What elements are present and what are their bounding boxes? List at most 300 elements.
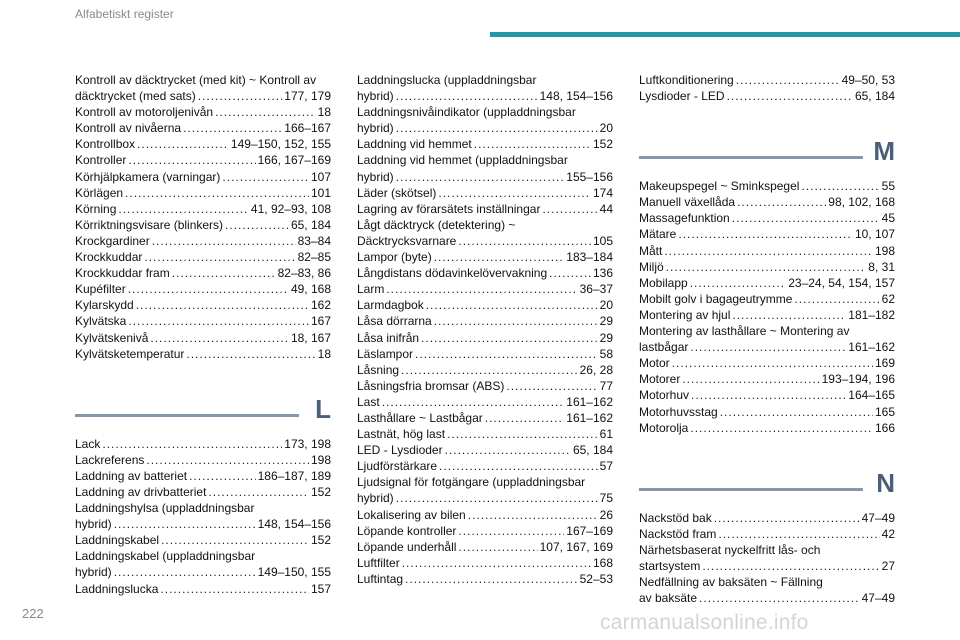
dot-leader: [438, 185, 591, 201]
index-entry: [357, 346, 613, 362]
index-entry: [639, 323, 895, 355]
index-entry-pages[interactable]: 152: [310, 484, 331, 499]
index-entry-row: [357, 362, 613, 378]
section-header: [639, 462, 895, 502]
index-entry-label: Krockkuddar fram: [75, 266, 170, 281]
dot-leader: [405, 571, 578, 587]
dot-leader: [222, 169, 309, 185]
index-entry-pages[interactable]: 20: [599, 121, 613, 136]
index-entry-label: Körlägen: [75, 185, 124, 200]
index-entry-label: Däcktrycksvarnare: [357, 233, 457, 248]
index-entry-label: Larm: [357, 282, 385, 297]
index-entry-pages[interactable]: 148, 154–156: [539, 89, 613, 104]
index-entry-row: [75, 185, 331, 201]
index-entry: [639, 510, 895, 526]
index-entry-pages[interactable]: 148, 154–156: [257, 517, 331, 532]
index-entry: [75, 452, 331, 468]
dot-leader: [682, 371, 819, 387]
index-entry: [357, 217, 613, 249]
index-entry-label: Kylvätska: [75, 314, 127, 329]
dot-leader: [396, 88, 538, 104]
index-entry-label: hybrid): [357, 121, 394, 136]
index-entry-label: Låsningsfria bromsar (ABS): [357, 378, 505, 393]
index-entry: [639, 355, 895, 371]
index-entry-label: Montering av hjul: [639, 307, 731, 322]
index-entry-pages[interactable]: 167–169: [566, 523, 613, 538]
index-entry-pages[interactable]: 152: [310, 533, 331, 548]
index-entry-label: Körriktningsvisare (blinkers): [75, 217, 224, 232]
index-entry-pages[interactable]: 155–156: [566, 169, 613, 184]
index-entry-pages[interactable]: 23–24, 54, 154, 157: [788, 275, 895, 290]
index-entry-row: [75, 346, 331, 362]
index-entry-pages[interactable]: 49–50, 53: [841, 73, 895, 87]
index-entry-pages[interactable]: 52–53: [579, 571, 613, 586]
index-entry-row: [75, 313, 331, 329]
index-entry-label: Manuell växellåda: [639, 195, 736, 210]
dot-leader: [801, 178, 879, 194]
index-entry-pages[interactable]: 101: [310, 185, 331, 200]
section-rule: [639, 488, 863, 491]
index-entry-label: Laddning av batteriet: [75, 468, 188, 483]
index-entry-pages[interactable]: 186–187, 189: [257, 468, 331, 483]
dot-leader: [678, 226, 853, 242]
dot-leader: [114, 516, 256, 532]
index-entry-row: [357, 313, 613, 329]
dot-leader: [198, 88, 283, 104]
index-entry-pages[interactable]: 42: [881, 526, 895, 541]
dot-leader: [160, 581, 309, 597]
index-entry-label: Motorolja: [639, 420, 689, 435]
index-entry-pages[interactable]: 181–182: [848, 307, 895, 322]
index-entry-pages[interactable]: 157: [310, 581, 331, 596]
index-entry-row: [639, 178, 895, 194]
index-entry-label: Luftkonditionering: [639, 73, 734, 87]
index-entry: [639, 574, 895, 606]
index-entry-pages[interactable]: 8, 31: [868, 259, 895, 274]
index-entry-label: Låsning: [357, 362, 400, 377]
index-entry-row: [357, 169, 613, 185]
index-entry-pages[interactable]: 167: [310, 314, 331, 329]
dot-leader: [150, 330, 289, 346]
index-entry-pages[interactable]: 47–49: [861, 591, 895, 606]
dot-leader: [125, 185, 309, 201]
index-entry: [639, 404, 895, 420]
dot-leader: [736, 72, 840, 88]
index-entry-pages[interactable]: 41, 92–93, 108: [250, 201, 331, 216]
index-entry-pages[interactable]: 166, 167–169: [257, 153, 331, 168]
index-entry-label: däcktrycket (med sats): [75, 89, 196, 104]
index-entry-label: Last: [357, 394, 380, 409]
dot-leader: [474, 136, 591, 152]
index-entry-pages[interactable]: 83–84: [297, 233, 331, 248]
index-entry-row: [357, 201, 613, 217]
index-entry: [357, 330, 613, 346]
index-entry-row: [639, 307, 895, 323]
index-entry-label: hybrid): [75, 517, 112, 532]
index-entry-label: Larmdagbok: [357, 298, 424, 313]
index-entry-line: Laddning vid hemmet (uppladdningsbar: [357, 153, 568, 168]
index-entry-label: Ljudförstärkare: [357, 459, 438, 474]
index-column-1: [75, 72, 331, 597]
index-entry: [639, 243, 895, 259]
index-entry-line: Montering av lasthållare ~ Montering av: [639, 324, 850, 339]
index-entry-pages[interactable]: 166–167: [284, 121, 331, 136]
section-letter: M: [873, 136, 895, 167]
index-entry: [75, 313, 331, 329]
index-entry-pages[interactable]: 18, 167: [290, 330, 331, 345]
index-entry: [75, 249, 331, 265]
dot-leader: [664, 243, 873, 259]
index-entry: [357, 394, 613, 410]
index-entry-pages[interactable]: 174: [592, 185, 613, 200]
dot-leader: [718, 526, 879, 542]
index-entry-label: Låsa dörrarna: [357, 314, 432, 329]
index-entry-label: Lack: [75, 436, 101, 451]
index-entry-label: Lastnät, hög last: [357, 427, 446, 442]
index-column-2: [357, 72, 613, 587]
index-entry-label: Motorhuvsstag: [639, 404, 718, 419]
dot-leader: [727, 88, 853, 104]
index-entry: [75, 265, 331, 281]
index-entry-pages[interactable]: 49, 168: [290, 282, 331, 297]
section-rule: [639, 156, 863, 159]
index-entry-row: [75, 120, 331, 136]
index-entry-row: [75, 436, 331, 452]
index-entry-row: [639, 259, 895, 275]
index-entry-row: [639, 510, 895, 526]
index-entry-pages[interactable]: 18: [317, 105, 331, 120]
dot-leader: [415, 346, 598, 362]
index-entry: [357, 474, 613, 506]
index-entry: [357, 313, 613, 329]
index-entry-row: [357, 265, 613, 281]
index-entry-label: Nackstöd bak: [639, 510, 712, 525]
index-entry-label: Kontroll av nivåerna: [75, 121, 182, 136]
index-entry-label: Läder (skötsel): [357, 185, 437, 200]
index-entry-pages[interactable]: 173, 198: [284, 436, 331, 451]
index-entry: [357, 378, 613, 394]
index-entry-pages[interactable]: 27: [881, 558, 895, 573]
index-entry-label: Kylvätsketemperatur: [75, 346, 185, 361]
index-entry-pages[interactable]: 177, 179: [284, 89, 331, 104]
index-entry-row: [357, 426, 613, 442]
index-entry-label: Makeupspegel ~ Sminkspegel: [639, 179, 800, 194]
index-entry: [75, 484, 331, 500]
index-entry-row: [75, 281, 331, 297]
index-entry-row: [75, 452, 331, 468]
dot-leader: [128, 281, 289, 297]
index-entry-label: lastbågar: [639, 340, 689, 355]
index-entry-label: Laddning vid hemmet: [357, 137, 472, 152]
index-entry: [357, 571, 613, 587]
index-entry-row: [357, 539, 613, 555]
index-entry: [75, 581, 331, 597]
index-entry-pages[interactable]: 183–184: [566, 250, 613, 265]
index-entry-pages[interactable]: 47–49: [861, 510, 895, 525]
index-entry-label: Massagefunktion: [639, 211, 730, 226]
index-entry-label: Lokalisering av bilen: [357, 507, 466, 522]
dot-leader: [542, 201, 597, 217]
section-rule: [75, 414, 299, 417]
dot-leader: [402, 555, 591, 571]
dot-leader: [720, 404, 873, 420]
index-entry: [75, 185, 331, 201]
index-entry-pages[interactable]: 62: [881, 291, 895, 306]
dot-leader: [691, 387, 846, 403]
index-entry-row: [75, 88, 331, 104]
dot-leader: [225, 217, 289, 233]
index-entry-row: [639, 275, 895, 291]
dot-leader: [690, 275, 787, 291]
dot-leader: [699, 590, 860, 606]
section-header: [639, 130, 895, 170]
index-entry: [75, 468, 331, 484]
index-entry: [357, 410, 613, 426]
index-entry-row: [75, 468, 331, 484]
dot-leader: [114, 564, 256, 580]
dot-leader: [458, 233, 591, 249]
index-entry-pages[interactable]: 61: [599, 427, 613, 442]
index-entry-pages[interactable]: 29: [599, 314, 613, 329]
dot-leader: [118, 201, 249, 217]
index-entry-row: [75, 516, 331, 532]
dot-leader: [136, 297, 309, 313]
index-entry: [639, 526, 895, 542]
index-entry-label: Kontroll av motoroljenivån: [75, 105, 214, 120]
index-entry: [357, 104, 613, 136]
index-entry-pages[interactable]: 10, 107: [854, 227, 895, 242]
index-entry: [357, 539, 613, 555]
dot-leader: [445, 442, 571, 458]
index-entry-line: Nedfällning av baksäten ~ Fällning: [639, 575, 823, 590]
index-entry-pages[interactable]: 165: [874, 404, 895, 419]
index-entry-row: [639, 339, 895, 355]
index-entry-pages[interactable]: 198: [310, 452, 331, 467]
dot-leader: [732, 210, 880, 226]
dot-leader: [690, 420, 873, 436]
index-entry-pages[interactable]: 45: [881, 211, 895, 226]
index-entry-row: [357, 458, 613, 474]
index-entry-label: hybrid): [357, 169, 394, 184]
index-entry-label: hybrid): [357, 491, 394, 506]
index-entry-pages[interactable]: 107: [310, 169, 331, 184]
dot-leader: [128, 313, 309, 329]
dot-leader: [401, 362, 578, 378]
index-entry-row: [639, 590, 895, 606]
index-entry-line: Lågt däcktryck (detektering) ~: [357, 217, 516, 232]
watermark: carmanualsonline.info: [600, 611, 809, 634]
index-entry: [75, 201, 331, 217]
index-entry-label: hybrid): [75, 565, 112, 580]
index-entry-line: Laddningslucka (uppladdningsbar: [357, 73, 537, 87]
index-entry-row: [75, 297, 331, 313]
index-entry-line: Laddningshylsa (uppladdningsbar: [75, 501, 255, 516]
index-entry: [639, 259, 895, 275]
index-entry-label: Lysdioder - LED: [639, 89, 725, 104]
index-entry-row: [639, 243, 895, 259]
index-entry: [639, 88, 895, 104]
index-entry-pages[interactable]: 107, 167, 169: [539, 539, 613, 554]
dot-leader: [732, 307, 846, 323]
index-entry-label: Lagring av förarsätets inställningar: [357, 201, 541, 216]
section-letter: N: [876, 467, 895, 498]
index-entry: [75, 436, 331, 452]
index-entry-label: Mått: [639, 243, 663, 258]
index-entry-row: [639, 291, 895, 307]
index-entry-pages[interactable]: 58: [599, 346, 613, 361]
index-entry-pages[interactable]: 198: [874, 243, 895, 258]
index-entry-label: Löpande underhåll: [357, 539, 457, 554]
index-entry-label: Mobilapp: [639, 275, 688, 290]
dot-leader: [137, 136, 229, 152]
index-entry: [357, 201, 613, 217]
dot-leader: [737, 194, 826, 210]
index-entry-row: [75, 265, 331, 281]
index-entry-pages[interactable]: 169: [874, 356, 895, 371]
index-entry-pages[interactable]: 161–162: [566, 410, 613, 425]
index-entry-pages[interactable]: 29: [599, 330, 613, 345]
index-entry-pages[interactable]: 166: [874, 420, 895, 435]
dot-leader: [144, 249, 295, 265]
index-entry-row: [357, 523, 613, 539]
dot-leader: [702, 558, 879, 574]
index-entry-pages[interactable]: 75: [599, 491, 613, 506]
index-entry: [639, 420, 895, 436]
index-entry: [357, 72, 613, 104]
index-entry-label: Läslampor: [357, 346, 414, 361]
dot-leader: [386, 281, 577, 297]
index-entry-pages[interactable]: 57: [599, 459, 613, 474]
index-entry: [75, 500, 331, 532]
index-entry-row: [639, 526, 895, 542]
index-entry: [357, 426, 613, 442]
dot-leader: [468, 507, 598, 523]
index-entry-pages[interactable]: 65, 184: [854, 89, 895, 104]
index-entry-pages[interactable]: 149–150, 152, 155: [230, 137, 331, 152]
dot-leader: [447, 426, 598, 442]
index-entry-pages[interactable]: 161–162: [848, 340, 895, 355]
index-entry-row: [357, 378, 613, 394]
dot-leader: [102, 436, 282, 452]
index-entry-label: Mätare: [639, 227, 677, 242]
index-entry: [639, 371, 895, 387]
index-entry-row: [357, 346, 613, 362]
index-entry-row: [639, 72, 895, 88]
index-entry: [639, 542, 895, 574]
dot-leader: [396, 490, 598, 506]
section-header: [75, 388, 331, 428]
index-entry: [357, 265, 613, 281]
index-entry: [75, 169, 331, 185]
index-entry-pages[interactable]: 26, 28: [579, 362, 613, 377]
index-entry: [357, 523, 613, 539]
index-entry-pages[interactable]: 82–85: [297, 250, 331, 265]
index-entry-label: Lasthållare ~ Lastbågar: [357, 410, 483, 425]
index-entry: [75, 72, 331, 104]
index-entry: [75, 297, 331, 313]
index-entry: [357, 458, 613, 474]
index-entry-pages[interactable]: 36–37: [579, 282, 613, 297]
index-entry-pages[interactable]: 162: [310, 298, 331, 313]
index-entry-pages[interactable]: 98, 102, 168: [828, 195, 895, 210]
index-entry-row: [639, 371, 895, 387]
index-entry: [75, 217, 331, 233]
index-entry-row: [357, 297, 613, 313]
header-title: Alfabetiskt register: [75, 7, 174, 21]
dot-leader: [183, 120, 282, 136]
index-entry-row: [639, 194, 895, 210]
index-entry-row: [357, 185, 613, 201]
index-entry-row: [639, 404, 895, 420]
index-entry: [357, 249, 613, 265]
index-entry-row: [357, 330, 613, 346]
index-entry-row: [75, 564, 331, 580]
index-entry-row: [75, 581, 331, 597]
index-entry: [75, 152, 331, 168]
index-entry-label: Kylarskydd: [75, 298, 134, 313]
index-entry: [75, 330, 331, 346]
index-entry-pages[interactable]: 18: [317, 346, 331, 361]
index-entry: [639, 291, 895, 307]
index-entry-label: Miljö: [639, 259, 664, 274]
index-entry-row: [639, 226, 895, 242]
dot-leader: [439, 458, 598, 474]
index-entry-pages[interactable]: 65, 184: [290, 217, 331, 232]
dot-leader: [421, 330, 598, 346]
index-entry-label: Luftintag: [357, 571, 404, 586]
index-entry-line: Ljudsignal för fotgängare (uppladdningsbar: [357, 475, 586, 490]
dot-leader: [215, 104, 316, 120]
dot-leader: [485, 410, 565, 426]
index-entry-pages[interactable]: 152: [592, 137, 613, 152]
index-entry-pages[interactable]: 55: [881, 179, 895, 194]
index-entry-label: Kylvätskenivå: [75, 330, 149, 345]
index-entry-row: [357, 571, 613, 587]
index-entry-pages[interactable]: 82–83, 86: [277, 266, 331, 281]
index-entry-label: Kupéfilter: [75, 282, 126, 297]
dot-leader: [152, 233, 296, 249]
index-entry-pages[interactable]: 26: [599, 507, 613, 522]
index-entry-pages[interactable]: 136: [592, 266, 613, 281]
index-entry-pages[interactable]: 164–165: [848, 388, 895, 403]
index-entry-pages[interactable]: 77: [599, 378, 613, 393]
index-entry-pages[interactable]: 44: [599, 201, 613, 216]
dot-leader: [208, 484, 309, 500]
dot-leader: [549, 265, 591, 281]
index-entry-pages[interactable]: 20: [599, 298, 613, 313]
dot-leader: [690, 339, 846, 355]
index-entry-row: [75, 532, 331, 548]
index-entry-row: [75, 104, 331, 120]
index-entry-label: LED - Lysdioder: [357, 443, 443, 458]
dot-leader: [161, 532, 309, 548]
index-entry-pages[interactable]: 149–150, 155: [257, 565, 331, 580]
index-entry: [639, 178, 895, 194]
index-entry-pages[interactable]: 105: [592, 233, 613, 248]
index-entry-pages[interactable]: 65, 184: [572, 443, 613, 458]
dot-leader: [666, 259, 867, 275]
index-entry-label: Motorhuv: [639, 388, 690, 403]
index-entry-pages[interactable]: 168: [592, 555, 613, 570]
index-entry-label: startsystem: [639, 558, 701, 573]
index-entry: [639, 387, 895, 403]
index-entry: [639, 307, 895, 323]
index-entry-label: Körhjälpkamera (varningar): [75, 169, 221, 184]
index-entry-label: Laddningslucka: [75, 581, 159, 596]
index-entry-pages[interactable]: 161–162: [566, 394, 613, 409]
index-entry-pages[interactable]: 193–194, 196: [821, 372, 895, 387]
index-entry-line: Närhetsbaserat nyckelfritt lås- och: [639, 542, 821, 557]
